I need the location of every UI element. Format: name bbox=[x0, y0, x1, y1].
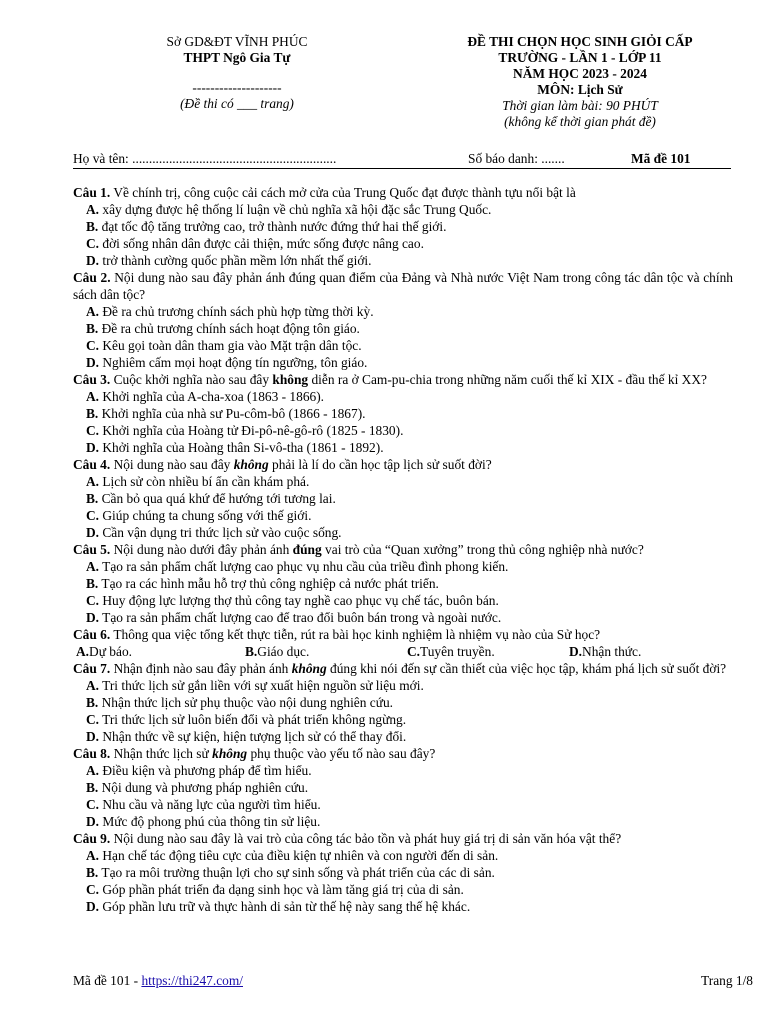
question-text: Nhận định nào sau đây phản ánh bbox=[110, 661, 292, 676]
option-text: Huy động lực lượng thợ thủ công tay nghề cao phục vụ chế tác, buôn bán. bbox=[99, 593, 499, 608]
question-text: diễn ra ở Cam-pu-chia trong những năm cuối thế kỉ XIX - đầu thế kỉ XX? bbox=[308, 372, 707, 387]
student-info-row bbox=[73, 151, 733, 168]
question-number: Câu 8. bbox=[73, 746, 111, 761]
question-text: Cuộc khởi nghĩa nào sau đây bbox=[110, 372, 273, 387]
answer-option[interactable] bbox=[73, 201, 733, 218]
answer-option[interactable] bbox=[73, 796, 733, 813]
option-label: B. bbox=[86, 576, 99, 591]
option-label: B. bbox=[86, 321, 99, 336]
answer-option[interactable]: C. Tuyên truyền. bbox=[407, 644, 495, 659]
question-block bbox=[73, 745, 733, 830]
option-label: D. bbox=[86, 253, 100, 268]
answer-option[interactable] bbox=[73, 711, 733, 728]
answer-option[interactable] bbox=[73, 847, 733, 864]
option-text: đời sống nhân dân được cải thiện, mức sống được nâng cao. bbox=[99, 236, 424, 251]
school-year: NĂM HỌC 2023 - 2024 bbox=[513, 66, 647, 81]
answer-option[interactable] bbox=[73, 218, 733, 235]
option-label: B. bbox=[86, 406, 99, 421]
subject: MÔN: Lịch Sử bbox=[537, 82, 623, 97]
question-text: phải là lí do cần học tập lịch sử suốt đời? bbox=[268, 457, 492, 472]
answer-option[interactable] bbox=[73, 354, 733, 371]
answer-option[interactable] bbox=[73, 762, 733, 779]
question-stem bbox=[73, 660, 733, 677]
option-text: Cần vận dụng tri thức lịch sử vào cuộc sống. bbox=[99, 525, 342, 540]
option-label: D. bbox=[86, 525, 100, 540]
question-text: Nội dung nào sau đây bbox=[110, 457, 234, 472]
question-number: Câu 7. bbox=[73, 661, 111, 676]
answer-option[interactable] bbox=[73, 490, 733, 507]
footer-exam-code: Mã đề 101 - bbox=[73, 973, 142, 988]
option-text: Mức độ phong phú của thông tin sử liệu. bbox=[99, 814, 321, 829]
option-text: Nội dung và phương pháp nghiên cứu. bbox=[98, 780, 309, 795]
question-stem bbox=[73, 626, 733, 643]
option-text: Giúp chúng ta chung sống với thế giới. bbox=[99, 508, 312, 523]
question-block bbox=[73, 269, 733, 371]
exam-code: Mã đề 101 bbox=[631, 151, 691, 166]
page-number: Trang 1/8 bbox=[701, 973, 753, 988]
question-text: Về chính trị, công cuộc cải cách mở cửa của Trung Quốc đạt được thành tựu nổi bật là bbox=[110, 185, 576, 200]
answer-option[interactable] bbox=[73, 252, 733, 269]
option-label: B. bbox=[86, 219, 99, 234]
question-text: Nhận thức lịch sử bbox=[110, 746, 213, 761]
student-name-field[interactable]: Họ và tên: ............................................................. bbox=[73, 151, 337, 166]
answer-option[interactable] bbox=[73, 779, 733, 796]
question-number: Câu 5. bbox=[73, 542, 111, 557]
department-name: Sở GD&ĐT VĨNH PHÚC bbox=[166, 34, 308, 49]
option-label: D. bbox=[86, 729, 100, 744]
option-text: Khởi nghĩa của nhà sư Pu-côm-bô (1866 - 1867). bbox=[98, 406, 366, 421]
answer-option[interactable] bbox=[73, 405, 733, 422]
option-text: xây dựng được hệ thống lí luận về chủ nghĩa xã hội đặc sắc Trung Quốc. bbox=[99, 202, 492, 217]
question-stem bbox=[73, 745, 733, 762]
question-block bbox=[73, 830, 733, 915]
question-text: Nội dung nào sau đây là vai trò của công tác bảo tồn và phát huy giá trị di sản văn hóa vật thể? bbox=[110, 831, 622, 846]
answer-option[interactable] bbox=[73, 609, 733, 626]
option-text: Khởi nghĩa của Hoàng tử Đi-pô-nê-gô-rô (1825 - 1830). bbox=[99, 423, 404, 438]
answer-option[interactable] bbox=[73, 864, 733, 881]
option-text: trở thành cường quốc phần mềm lớn nhất thế giới. bbox=[99, 253, 372, 268]
question-stem bbox=[73, 269, 733, 303]
option-text: Khởi nghĩa của Hoàng thân Si-vô-tha (1861 - 1892). bbox=[99, 440, 384, 455]
option-label: C. bbox=[86, 508, 100, 523]
option-label: D. bbox=[86, 610, 100, 625]
student-id-field[interactable]: Số báo danh: ....... bbox=[468, 151, 565, 166]
question-6-options bbox=[73, 643, 733, 660]
option-text: đạt tốc độ tăng trưởng cao, trở thành nước đứng thứ hai thế giới. bbox=[98, 219, 447, 234]
option-label: D. bbox=[86, 355, 100, 370]
option-label: B. bbox=[86, 491, 99, 506]
time-note: (không kể thời gian phát đề) bbox=[504, 114, 656, 129]
questions-1-5 bbox=[73, 184, 733, 626]
emphasis-text: không bbox=[212, 746, 248, 761]
option-text: Lịch sử còn nhiều bí ẩn cần khám phá. bbox=[99, 474, 310, 489]
question-text: đúng khi nói đến sự cần thiết của việc học tập, khám phá lịch sử suốt đời? bbox=[326, 661, 727, 676]
question-text: phụ thuộc vào yếu tố nào sau đây? bbox=[247, 746, 436, 761]
answer-option[interactable] bbox=[73, 881, 733, 898]
option-label: B. bbox=[86, 695, 99, 710]
question-block bbox=[73, 184, 733, 269]
question-text: vai trò của “Quan xưởng” trong thủ công nghiệp nhà nước? bbox=[321, 542, 644, 557]
option-label: A. bbox=[86, 678, 100, 693]
question-number: Câu 2. bbox=[73, 270, 111, 285]
question-stem bbox=[73, 371, 733, 388]
option-label: D. bbox=[86, 899, 100, 914]
question-text: Thông qua việc tổng kết thực tiễn, rút ra bài học kinh nghiệm là nhiệm vụ nào của Sử học? bbox=[110, 627, 601, 642]
emphasis-text: đúng bbox=[292, 542, 322, 557]
header-left bbox=[112, 34, 362, 112]
answer-option[interactable] bbox=[73, 575, 733, 592]
footer-link[interactable]: https://thi247.com/ bbox=[141, 973, 243, 988]
option-label: A. bbox=[86, 848, 100, 863]
question-6 bbox=[73, 626, 733, 660]
time-limit: Thời gian làm bài: 90 PHÚT bbox=[502, 98, 658, 113]
question-block bbox=[73, 660, 733, 745]
answer-option[interactable] bbox=[73, 677, 733, 694]
option-label: C. bbox=[86, 423, 100, 438]
question-block bbox=[73, 371, 733, 456]
option-text: Tri thức lịch sử luôn biến đổi và phát triển không ngừng. bbox=[99, 712, 407, 727]
question-list bbox=[73, 184, 733, 915]
question-number: Câu 1. bbox=[73, 185, 111, 200]
emphasis-text: không bbox=[291, 661, 327, 676]
option-text: Tạo ra sản phẩm chất lượng cao để trao đổi buôn bán trong và ngoài nước. bbox=[99, 610, 502, 625]
question-block bbox=[73, 541, 733, 626]
answer-option[interactable]: A. Dự báo. bbox=[76, 644, 132, 659]
option-text: Cần bỏ qua quá khứ để hướng tới tương lai. bbox=[98, 491, 336, 506]
answer-option[interactable] bbox=[73, 303, 733, 320]
option-text: Điều kiện và phương pháp để tìm hiểu. bbox=[99, 763, 312, 778]
option-text: Tạo ra sản phẩm chất lượng cao phục vụ nhu cầu của triều đình phong kiến. bbox=[99, 559, 509, 574]
question-number: Câu 6. bbox=[73, 627, 111, 642]
emphasis-text: không bbox=[233, 457, 269, 472]
answer-option[interactable] bbox=[73, 694, 733, 711]
option-label: C. bbox=[86, 797, 100, 812]
option-text: Đề ra chủ trương chính sách hoạt động tôn giáo. bbox=[98, 321, 360, 336]
question-stem bbox=[73, 830, 733, 847]
answer-option[interactable] bbox=[73, 524, 733, 541]
option-label: A. bbox=[86, 304, 100, 319]
option-text: Tạo ra môi trường thuận lợi cho sự sinh sống và phát triển của các di sản. bbox=[98, 865, 495, 880]
question-stem bbox=[73, 456, 733, 473]
answer-option[interactable] bbox=[73, 507, 733, 524]
option-label: A. bbox=[86, 389, 100, 404]
option-text: Góp phần lưu trữ và thực hành di sản từ thế hệ này sang thế hệ khác. bbox=[99, 899, 471, 914]
option-text: Nhu cầu và năng lực của người tìm hiểu. bbox=[99, 797, 321, 812]
question-text: Nội dung nào sau đây phản ánh đúng quan điểm của Đảng và Nhà nước Việt Nam trong công tác dân tộc và chính sách dân tộc? bbox=[73, 270, 733, 302]
header-rule bbox=[73, 168, 731, 169]
option-text: Hạn chế tác động tiêu cực của điều kiện tự nhiên và con người đến di sản. bbox=[99, 848, 499, 863]
header-right bbox=[410, 34, 750, 130]
option-text: Đề ra chủ trương chính sách phù hợp từng thời kỳ. bbox=[99, 304, 374, 319]
question-stem bbox=[73, 541, 733, 558]
question-text: Nội dung nào dưới đây phản ánh bbox=[110, 542, 293, 557]
answer-option[interactable] bbox=[73, 235, 733, 252]
answer-option[interactable] bbox=[73, 898, 733, 915]
option-label: C. bbox=[86, 338, 100, 353]
answer-option[interactable]: D. Nhận thức. bbox=[569, 644, 642, 659]
option-label: A. bbox=[86, 559, 100, 574]
option-text: Góp phần phát triển đa dạng sinh học và làm tăng giá trị của di sản. bbox=[99, 882, 464, 897]
option-label: A. bbox=[86, 202, 100, 217]
answer-option[interactable] bbox=[73, 558, 733, 575]
answer-option[interactable] bbox=[73, 388, 733, 405]
header-divider: -------------------- bbox=[192, 80, 282, 95]
option-label: C. bbox=[86, 882, 100, 897]
option-text: Nhận thức lịch sử phụ thuộc vào nội dung nghiên cứu. bbox=[98, 695, 394, 710]
answer-option[interactable] bbox=[73, 473, 733, 490]
option-label: B. bbox=[86, 780, 99, 795]
option-label: C. bbox=[86, 593, 100, 608]
pages-note: (Đề thi có ___ trang) bbox=[180, 96, 294, 111]
option-label: A. bbox=[86, 474, 100, 489]
answer-option[interactable] bbox=[73, 422, 733, 439]
option-label: B. bbox=[86, 865, 99, 880]
answer-option[interactable] bbox=[73, 439, 733, 456]
answer-option[interactable] bbox=[73, 592, 733, 609]
option-label: C. bbox=[86, 712, 100, 727]
page-footer bbox=[73, 973, 753, 990]
option-label: D. bbox=[86, 440, 100, 455]
question-stem bbox=[73, 184, 733, 201]
answer-option[interactable] bbox=[73, 728, 733, 745]
question-number: Câu 3. bbox=[73, 372, 111, 387]
school-name: THPT Ngô Gia Tự bbox=[183, 50, 291, 65]
questions-7-9 bbox=[73, 660, 733, 915]
exam-title-line2: TRƯỜNG - LẦN 1 - LỚP 11 bbox=[498, 50, 662, 65]
answer-option[interactable]: B. Giáo dục. bbox=[245, 644, 310, 659]
option-text: Tạo ra các hình mẫu hỗ trợ thủ công nghiệp cả nước phát triển. bbox=[98, 576, 439, 591]
emphasis-text: không bbox=[272, 372, 309, 387]
exam-title-line1: ĐỀ THI CHỌN HỌC SINH GIỎI CẤP bbox=[467, 34, 693, 49]
option-text: Nhận thức về sự kiện, hiện tượng lịch sử có thể thay đổi. bbox=[99, 729, 407, 744]
question-number: Câu 4. bbox=[73, 457, 111, 472]
answer-option[interactable] bbox=[73, 813, 733, 830]
option-label: A. bbox=[86, 763, 100, 778]
option-label: D. bbox=[86, 814, 100, 829]
option-label: C. bbox=[86, 236, 100, 251]
question-number: Câu 9. bbox=[73, 831, 111, 846]
question-block bbox=[73, 456, 733, 541]
option-text: Kêu gọi toàn dân tham gia vào Mặt trận dân tộc. bbox=[99, 338, 362, 353]
option-text: Tri thức lịch sử gắn liền với sự xuất hiện nguồn sử liệu mới. bbox=[99, 678, 424, 693]
answer-option[interactable] bbox=[73, 320, 733, 337]
answer-option[interactable] bbox=[73, 337, 733, 354]
option-text: Nghiêm cấm mọi hoạt động tín ngưỡng, tôn giáo. bbox=[99, 355, 368, 370]
option-text: Khởi nghĩa của A-cha-xoa (1863 - 1866). bbox=[99, 389, 325, 404]
